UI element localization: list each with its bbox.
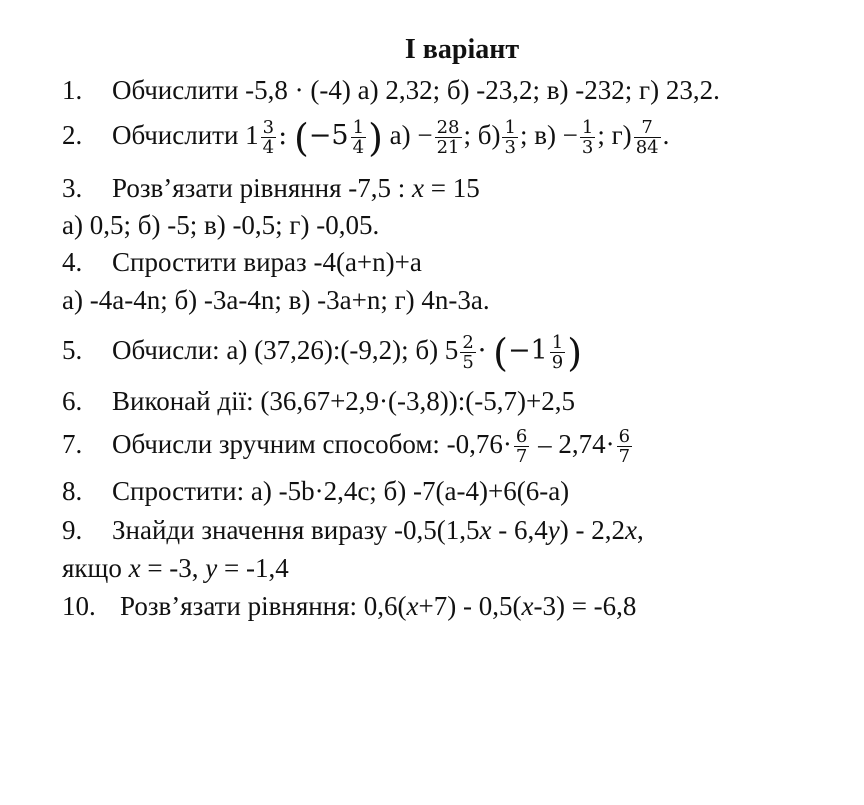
variable-x: x xyxy=(624,515,637,545)
answer-d: ; г) xyxy=(597,120,632,150)
task-number: 3. xyxy=(62,173,83,203)
task-text: Обчислити 1 xyxy=(112,120,259,150)
variable-x: x xyxy=(479,515,492,545)
fraction: $\frac{2}{5}$ xyxy=(462,332,474,374)
task-number: 10. xyxy=(62,591,96,621)
task-number: 4. xyxy=(62,247,83,277)
task-4-answers: а) -4a-4n; б) -3a-4n; в) -3a+n; г) 4n-3a. xyxy=(62,285,490,315)
task-number: 6. xyxy=(62,386,83,416)
task-9: 9. Знайди значення виразу -0,5(1,5x - 6,4y) - 2,2x, xyxy=(62,512,644,548)
close-paren: ) xyxy=(368,115,383,160)
task-text: Розв’язати рівняння: 0,6( xyxy=(120,591,407,621)
task-number: 9. xyxy=(62,515,83,545)
variable-x: x xyxy=(521,591,534,621)
task-text: Спростити вираз -4(a+n)+a xyxy=(112,247,422,277)
task-8 xyxy=(62,473,569,509)
task-5 xyxy=(62,330,583,375)
mixed-whole: −5 xyxy=(308,120,349,151)
task-text: Обчисли: а) (37,26):(-9,2); б) 5 xyxy=(112,335,459,365)
task-6 xyxy=(62,383,575,419)
dot-operator: · xyxy=(477,335,487,366)
task-number: 7. xyxy=(62,429,83,459)
open-paren: ( xyxy=(493,330,508,375)
fraction: $\frac{1}{9}$ xyxy=(551,332,564,374)
task-9-condition: якщо x = -3, y = -1,4 xyxy=(62,553,289,583)
task-text: Знайди значення виразу -0,5(1,5 xyxy=(112,515,480,545)
task-text: Обчислити -5,8 · (-4) а) 2,32; б) -23,2; в) -232; г) 23,2. xyxy=(112,75,720,105)
task-1 xyxy=(62,72,720,108)
colon-operator: : xyxy=(278,120,288,151)
task-number: 5. xyxy=(62,335,83,365)
fraction: $\frac{28}{21}$ xyxy=(436,117,460,159)
task-7: 7. Обчисли зручним способом: -0,76· $\frac{6}{7}$ – 2,74· $\frac{6}{7}$ xyxy=(62,426,631,468)
variable-x: x xyxy=(128,553,141,583)
task-text: Спростити: а) -5b·2,4c; б) -7(a-4)+6(6-a) xyxy=(112,476,570,506)
fraction: $\frac{3}{4}$ xyxy=(262,117,275,159)
answer-b: ; б) xyxy=(463,120,501,150)
fraction: $\frac{1}{4}$ xyxy=(352,117,365,159)
task-number: 8. xyxy=(62,476,83,506)
answer-c: ; в) − xyxy=(519,120,578,150)
task-number: 2. xyxy=(62,120,83,150)
variable-x: x xyxy=(412,173,425,203)
task-4 xyxy=(62,244,422,280)
variable-x: x xyxy=(406,591,419,621)
task-10: 10. Розв’язати рівняння: 0,6(x+7) - 0,5(x-3) = -6,8 xyxy=(62,588,636,624)
task-text: Розв’язати рівняння -7,5 : xyxy=(112,173,413,203)
task-3-answers: а) 0,5; б) -5; в) -0,5; г) -0,05. xyxy=(62,210,380,240)
close-paren: ) xyxy=(567,330,583,375)
task-text: Виконай дії: (36,67+2,9·(-3,8)):(-5,7)+2,5 xyxy=(112,386,575,416)
open-paren: ( xyxy=(293,115,309,160)
task-text: Обчисли зручним способом: -0,76· xyxy=(112,429,512,459)
variable-y: y xyxy=(205,553,218,583)
fraction: $\frac{6}{7}$ xyxy=(515,426,528,468)
task-2: 2. Обчислити 1 $\frac{3}{4}$ : (−5 $\frac{1}{4}$ ) а) − $\frac{28}{21}$ ; б) $\frac{1}{3}$ ; в) − $\frac{1}{3}$ ; г) $\frac{7}{84}$ . xyxy=(62,115,670,160)
fraction: $\frac{6}{7}$ xyxy=(618,426,631,468)
fraction: $\frac{7}{84}$ xyxy=(635,117,659,159)
fraction: $\frac{1}{3}$ xyxy=(504,117,516,159)
variable-y: y xyxy=(547,515,560,545)
fraction: $\frac{1}{3}$ xyxy=(581,117,594,159)
variant-title: I варіант xyxy=(404,34,520,65)
mixed-whole: −1 xyxy=(507,335,548,366)
task-3: 3. Розв’язати рівняння -7,5 : x = 15 xyxy=(62,170,480,206)
answer-a: а) − xyxy=(382,120,433,150)
task-number: 1. xyxy=(62,75,83,105)
